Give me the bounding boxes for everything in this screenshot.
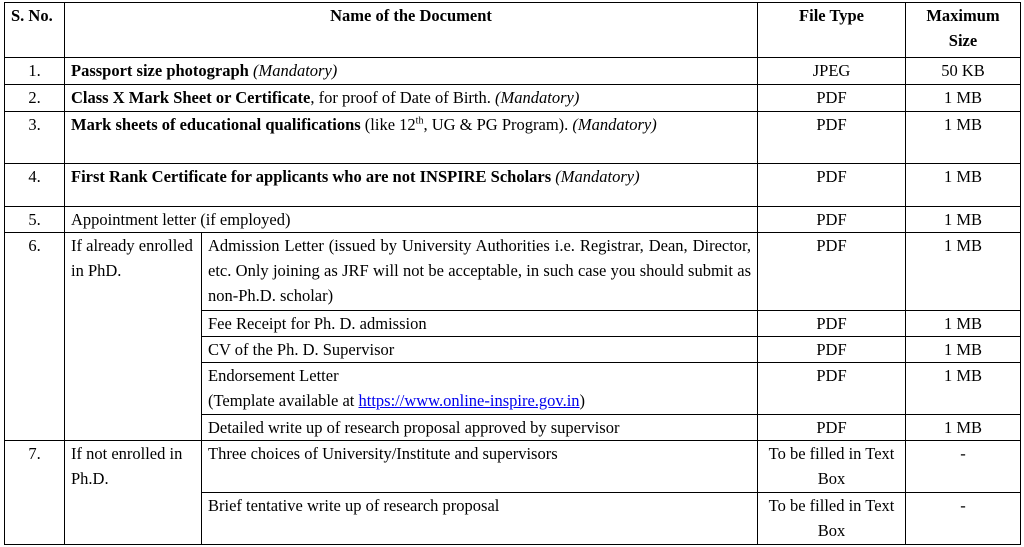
header-max-size: Maximum Size <box>906 3 1021 58</box>
doc-name-bold: Passport size photograph <box>71 61 249 80</box>
row-sno: 6. <box>5 233 65 441</box>
table-row <box>5 207 1021 233</box>
table-row <box>5 441 1021 493</box>
doc-mandatory: (Mandatory) <box>252 61 338 80</box>
row-max-size: 50 KB <box>906 58 1021 85</box>
row-max-size: 1 MB <box>906 164 1021 207</box>
row-sno: 2. <box>5 85 65 112</box>
row-document <box>65 164 758 207</box>
row-document: Fee Receipt for Ph. D. admission <box>202 311 758 337</box>
row-document <box>65 112 758 164</box>
row-max-size: 1 MB <box>906 112 1021 164</box>
row-file-type: PDF <box>758 85 906 112</box>
row-file-type: PDF <box>758 164 906 207</box>
doc-name-bold: Mark sheets of educational qualifications <box>71 115 361 134</box>
row-max-size: 1 MB <box>906 85 1021 112</box>
table-row <box>5 85 1021 112</box>
row-sno: 5. <box>5 207 65 233</box>
row-max-size: - <box>906 441 1021 493</box>
row-document <box>65 85 758 112</box>
row-max-size: 1 MB <box>906 207 1021 233</box>
template-link[interactable]: https://www.online-inspire.gov.in <box>358 391 580 410</box>
row-file-type: PDF <box>758 207 906 233</box>
table-row <box>5 58 1021 85</box>
row-group-label: If not enrolled in Ph.D. <box>65 441 202 545</box>
row-file-type: To be filled in Text Box <box>758 493 906 545</box>
doc-name-plain: (Template available at <box>208 391 359 410</box>
row-max-size: 1 MB <box>906 233 1021 311</box>
row-document: Brief tentative write up of research proposal <box>202 493 758 545</box>
row-document: Appointment letter (if employed) <box>65 207 758 233</box>
doc-name-plain: Endorsement Letter <box>208 366 339 385</box>
row-file-type: PDF <box>758 112 906 164</box>
row-max-size: 1 MB <box>906 311 1021 337</box>
doc-name-plain: , UG & PG Program). <box>423 115 573 134</box>
doc-mandatory: (Mandatory) <box>572 115 657 134</box>
row-document: Three choices of University/Institute and supervisors <box>202 441 758 493</box>
table-row <box>5 164 1021 207</box>
header-name: Name of the Document <box>65 3 758 58</box>
documents-table <box>4 2 1021 545</box>
header-file-type: File Type <box>758 3 906 58</box>
row-sno: 1. <box>5 58 65 85</box>
row-max-size: 1 MB <box>906 415 1021 441</box>
row-file-type: PDF <box>758 233 906 311</box>
row-group-label: If already enrolled in PhD. <box>65 233 202 441</box>
doc-name-plain: , for proof of Date of Birth. <box>310 88 496 107</box>
table-row <box>5 112 1021 164</box>
row-document: Detailed write up of research proposal approved by supervisor <box>202 415 758 441</box>
doc-name-bold: First Rank Certificate for applicants who are not INSPIRE Scholars <box>71 167 552 186</box>
table-row <box>5 233 1021 311</box>
header-sno: S. No. <box>5 3 65 58</box>
row-file-type: To be filled in Text Box <box>758 441 906 493</box>
row-document <box>65 58 758 85</box>
doc-mandatory: (Mandatory) <box>495 88 580 107</box>
row-sno: 4. <box>5 164 65 207</box>
row-document: CV of the Ph. D. Supervisor <box>202 337 758 363</box>
doc-name-plain: (like 12 <box>360 115 416 134</box>
row-sno: 7. <box>5 441 65 545</box>
row-max-size: 1 MB <box>906 337 1021 363</box>
row-file-type: PDF <box>758 415 906 441</box>
doc-name-plain: ) <box>579 391 586 410</box>
row-max-size: - <box>906 493 1021 545</box>
row-file-type: PDF <box>758 337 906 363</box>
row-sno: 3. <box>5 112 65 164</box>
doc-name-bold: Class X Mark Sheet or Certificate <box>71 88 311 107</box>
doc-superscript: th <box>415 115 424 127</box>
row-document <box>202 363 758 415</box>
row-file-type: JPEG <box>758 58 906 85</box>
row-file-type: PDF <box>758 311 906 337</box>
row-file-type: PDF <box>758 363 906 415</box>
doc-mandatory: (Mandatory) <box>555 167 640 186</box>
row-max-size: 1 MB <box>906 363 1021 415</box>
header-row <box>5 3 1021 58</box>
row-document: Admission Letter (issued by University Authorities i.e. Registrar, Dean, Director, etc. Only joining as JRF will not be acceptable, in such case you should submit as non-Ph.D. scholar) <box>202 233 758 311</box>
